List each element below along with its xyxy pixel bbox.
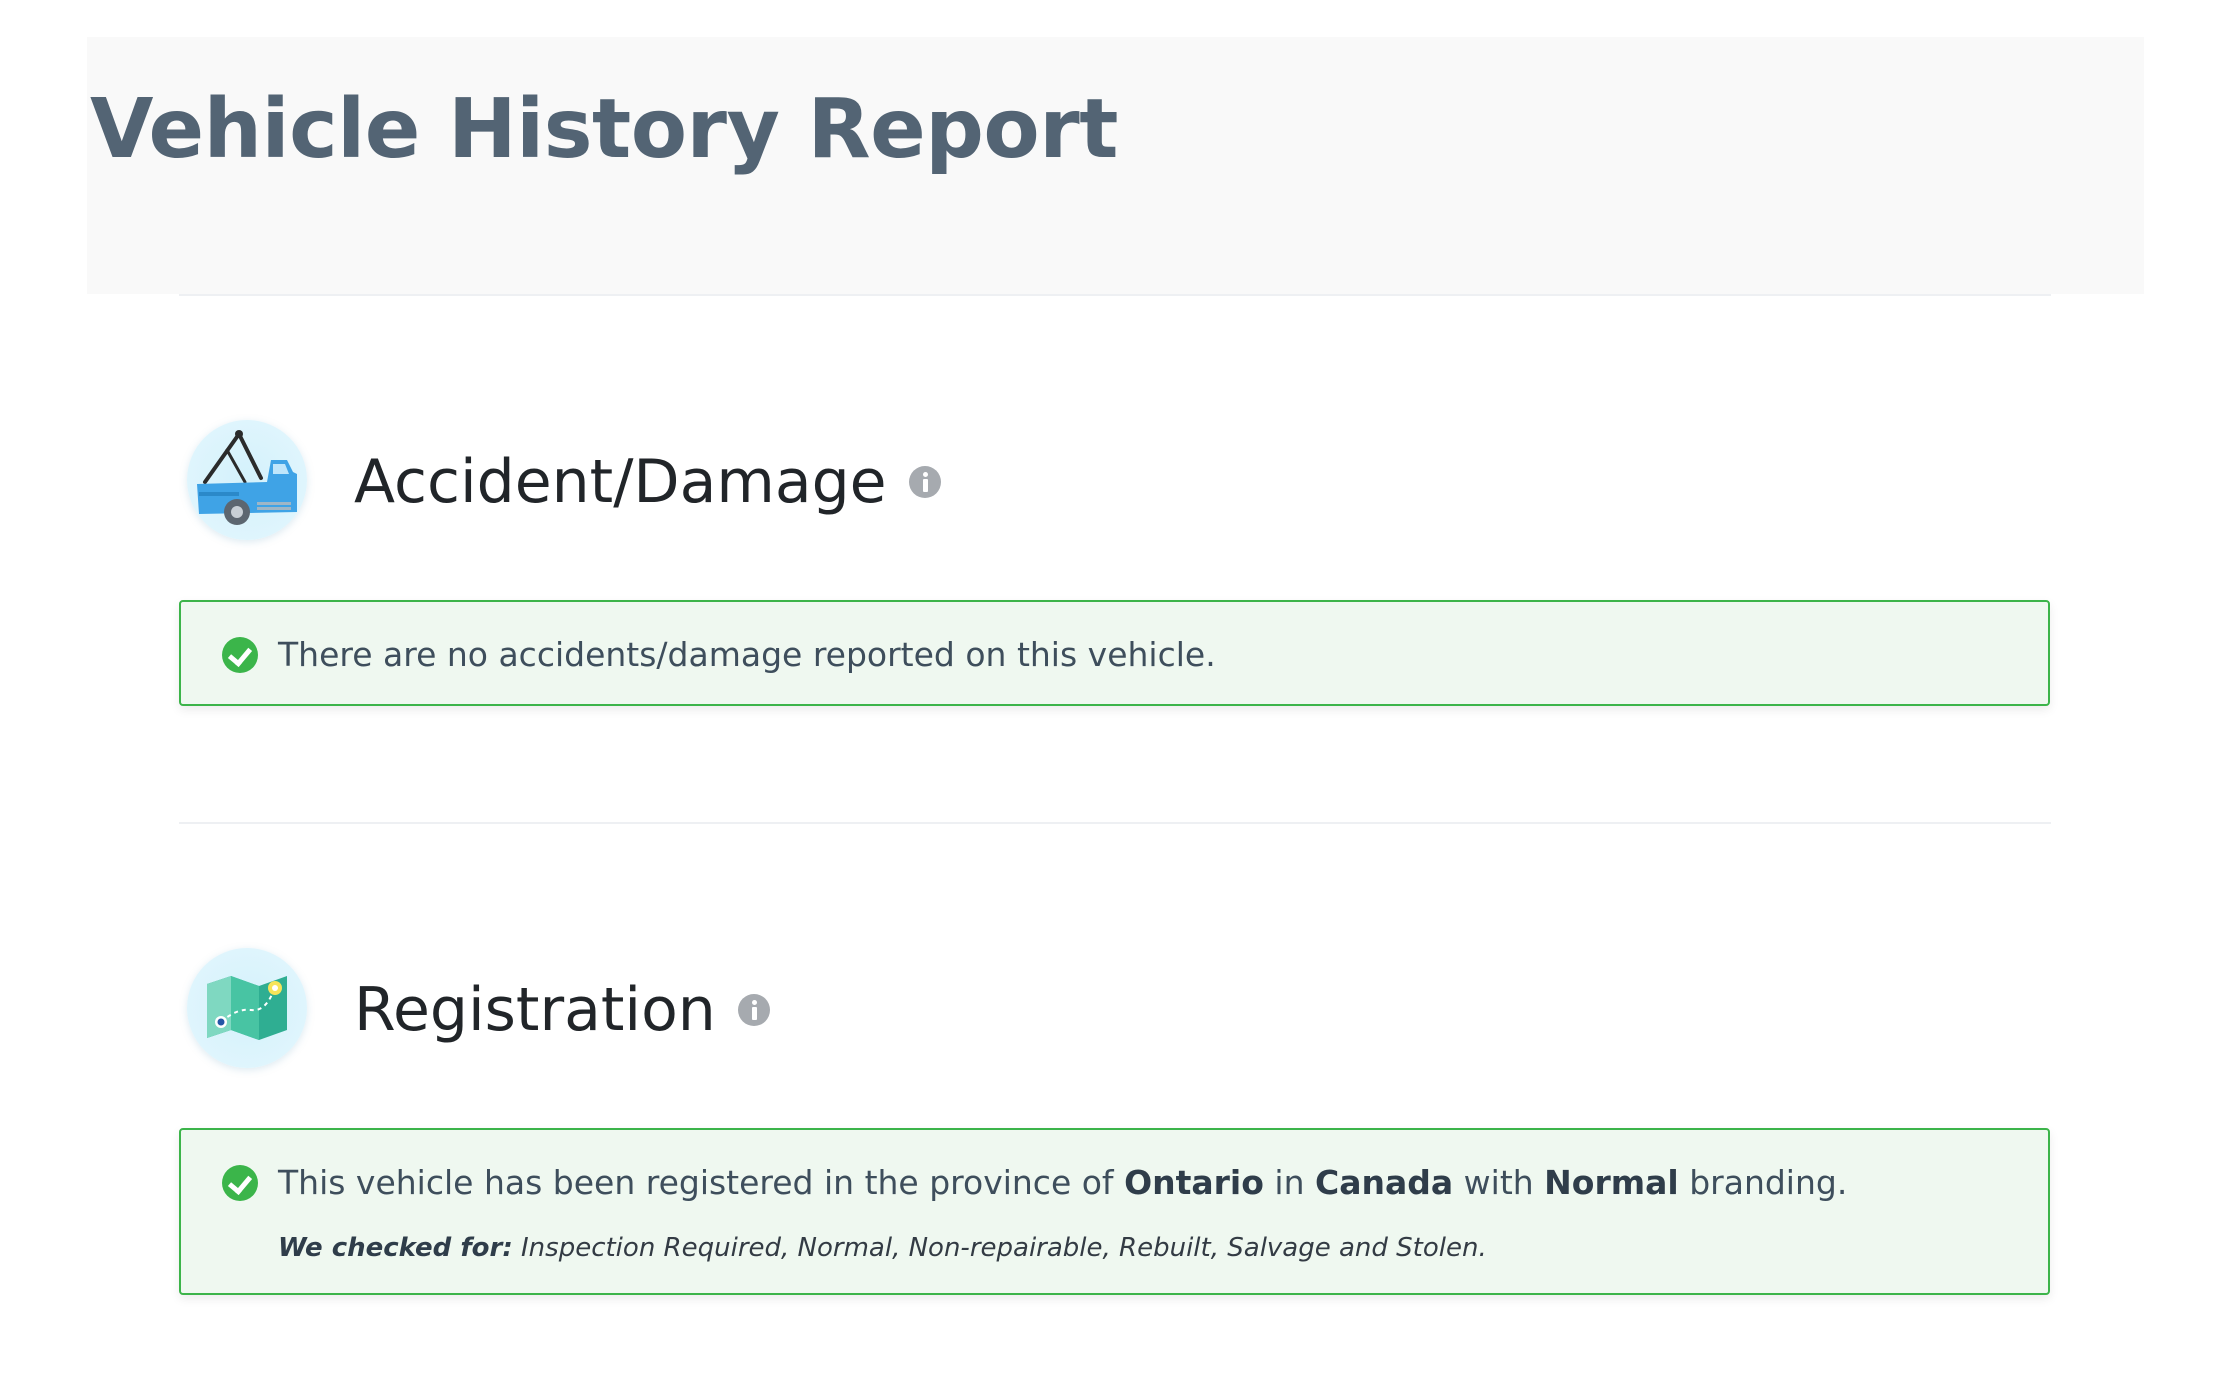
tow-truck-icon	[187, 420, 307, 540]
registration-checked-note	[278, 1235, 1487, 1261]
registration-suffix: branding.	[1689, 1163, 1848, 1202]
registration-status-alert	[179, 1128, 2050, 1295]
check-circle-icon	[222, 1165, 258, 1201]
section-title-accident	[354, 447, 941, 517]
registration-status-text	[278, 1163, 1848, 1202]
registration-in-word: in	[1274, 1163, 1305, 1202]
page-title: Vehicle History Report	[90, 82, 1118, 177]
checked-list: Inspection Required, Normal, Non-repairable, Rebuilt, Salvage and Stolen.	[521, 1233, 1487, 1263]
check-circle-icon	[222, 637, 258, 673]
accident-status-text: There are no accidents/damage reported on this vehicle.	[278, 635, 1216, 674]
registration-with-word: with	[1463, 1163, 1534, 1202]
checked-label: We checked for:	[278, 1233, 513, 1263]
section-title-accident-label: Accident/Damage	[354, 447, 887, 517]
info-icon[interactable]	[909, 466, 941, 498]
header-divider	[179, 294, 2051, 296]
section-title-registration	[354, 975, 770, 1045]
section-title-registration-label: Registration	[354, 975, 716, 1045]
registration-prefix: This vehicle has been registered in the province of	[278, 1163, 1114, 1202]
map-icon	[187, 948, 307, 1068]
accident-status-alert	[179, 600, 2050, 706]
info-icon[interactable]	[738, 994, 770, 1026]
registration-country: Canada	[1315, 1163, 1454, 1202]
section-divider	[179, 822, 2051, 824]
registration-branding: Normal	[1544, 1163, 1679, 1202]
registration-province: Ontario	[1124, 1163, 1264, 1202]
